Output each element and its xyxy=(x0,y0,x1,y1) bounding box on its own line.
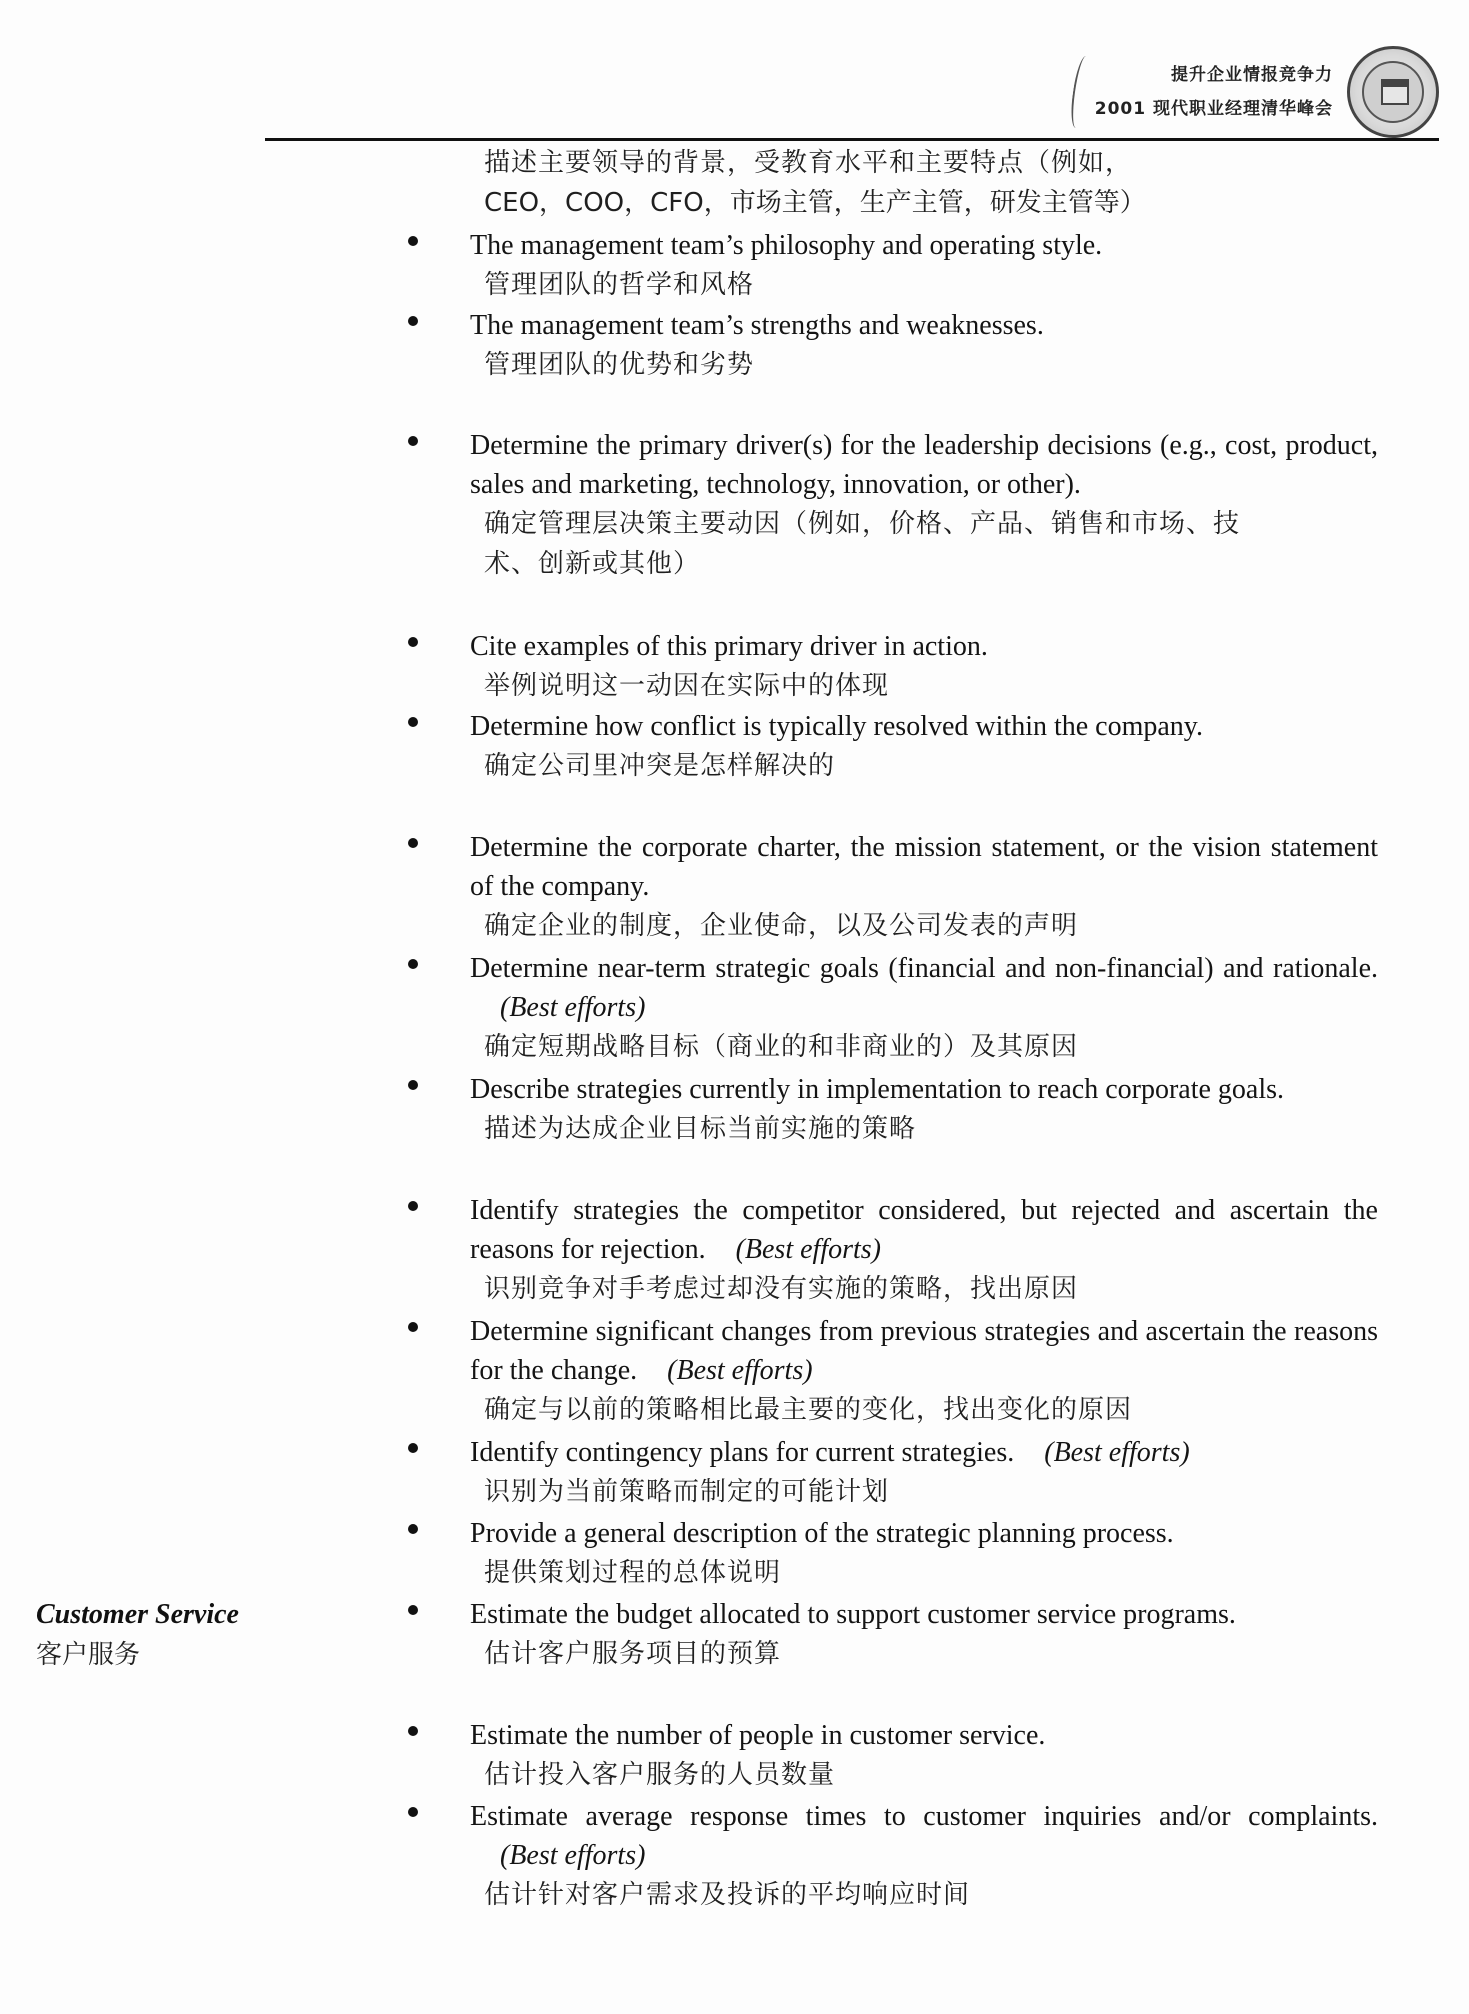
item-zh: 确定短期战略目标（商业的和非商业的）及其原因 xyxy=(484,1032,1079,1062)
item-en: Estimate the number of people in customer service. xyxy=(470,1720,1046,1751)
page-header xyxy=(1073,42,1439,142)
seal-inner-ring xyxy=(1362,61,1424,123)
list-item xyxy=(418,1433,1378,1512)
list-item xyxy=(418,1514,1378,1593)
bullet-icon xyxy=(408,1726,418,1736)
item-en: Estimate the budget allocated to support customer service programs. xyxy=(470,1599,1236,1630)
best-efforts-note: (Best efforts) xyxy=(667,1355,813,1386)
bullet-icon xyxy=(408,1524,418,1534)
item-en: Provide a general description of the strategic planning process. xyxy=(470,1518,1174,1549)
list-item xyxy=(418,707,1378,786)
list-item xyxy=(418,1070,1378,1149)
section-label-zh: 客户服务 xyxy=(36,1640,141,1670)
bullet-icon xyxy=(408,436,418,446)
bullet-icon xyxy=(408,1443,418,1453)
list-item xyxy=(418,627,1378,706)
item-zh: 举例说明这一动因在实际中的体现 xyxy=(484,671,890,701)
header-text xyxy=(1095,58,1333,126)
intro-zh-line2: CEO，COO，CFO，市场主管，生产主管，研发主管等） xyxy=(484,188,1146,218)
item-zh: 提供策划过程的总体说明 xyxy=(484,1558,782,1588)
list-item xyxy=(418,426,1378,584)
best-efforts-note: (Best efforts) xyxy=(1044,1437,1190,1468)
bullet-icon xyxy=(408,1080,418,1090)
item-en: Cite examples of this primary driver in action. xyxy=(470,631,988,662)
item-zh: 确定与以前的策略相比最主要的变化，找出变化的原因 xyxy=(484,1395,1133,1425)
bullet-icon xyxy=(408,838,418,848)
list-item xyxy=(418,1797,1378,1915)
item-zh: 估计投入客户服务的人员数量 xyxy=(484,1760,836,1790)
bullet-icon xyxy=(408,236,418,246)
item-en: The management team’s philosophy and operating style. xyxy=(470,230,1103,261)
bullet-icon xyxy=(408,1605,418,1615)
bullet-icon xyxy=(408,637,418,647)
header-divider xyxy=(265,138,1439,141)
item-en: Determine the primary driver(s) for the leadership decisions (e.g., cost, product, sales and marketing, technology, innovation, or other). xyxy=(470,430,1378,500)
item-zh: 确定管理层决策主要动因（例如，价格、产品、销售和市场、技术、创新或其他） xyxy=(484,509,1241,579)
best-efforts-note: (Best efforts) xyxy=(500,992,646,1023)
list-item xyxy=(418,1191,1378,1309)
item-zh: 识别为当前策略而制定的可能计划 xyxy=(484,1477,890,1507)
item-zh: 识别竞争对手考虑过却没有实施的策略，找出原因 xyxy=(484,1274,1079,1304)
item-en: Determine near-term strategic goals (financial and non-financial) and rationale. xyxy=(470,953,1378,984)
list-item xyxy=(418,1595,1378,1674)
item-zh: 确定公司里冲突是怎样解决的 xyxy=(484,751,836,781)
list-item xyxy=(418,226,1378,305)
item-en: Identify strategies the competitor considered, but rejected and ascertain the reasons for rejection. xyxy=(470,1195,1378,1265)
bullet-icon xyxy=(408,1201,418,1211)
item-en: Estimate average response times to customer inquiries and/or complaints. xyxy=(470,1801,1378,1832)
item-zh: 描述为达成企业目标当前实施的策略 xyxy=(484,1114,917,1144)
best-efforts-note: (Best efforts) xyxy=(735,1234,881,1265)
intro-block xyxy=(418,143,1378,223)
list-item xyxy=(418,1312,1378,1430)
header-subtitle: 2001 现代职业经理清华峰会 xyxy=(1094,99,1333,119)
bullet-icon xyxy=(408,1322,418,1332)
item-en: Determine the corporate charter, the mission statement, or the vision statement of the company. xyxy=(470,832,1378,902)
header-bracket-decoration xyxy=(1068,56,1094,128)
section-label-customer-service xyxy=(36,1595,366,1675)
item-en: The management team’s strengths and weaknesses. xyxy=(470,310,1044,341)
item-zh: 估计客户服务项目的预算 xyxy=(484,1639,782,1669)
item-zh: 管理团队的优势和劣势 xyxy=(484,350,755,380)
item-zh: 估计针对客户需求及投诉的平均响应时间 xyxy=(484,1880,971,1910)
list-item xyxy=(418,949,1378,1067)
section-label-en: Customer Service xyxy=(36,1599,239,1630)
list-item xyxy=(418,1716,1378,1795)
bullet-icon xyxy=(408,1807,418,1817)
item-en: Describe strategies currently in implementation to reach corporate goals. xyxy=(470,1074,1285,1105)
intro-zh-line1: 描述主要领导的背景，受教育水平和主要特点（例如， xyxy=(484,148,1133,178)
best-efforts-note: (Best efforts) xyxy=(500,1840,646,1871)
item-zh: 确定企业的制度，企业使命，以及公司发表的声明 xyxy=(484,911,1079,941)
bullet-icon xyxy=(408,959,418,969)
item-en: Determine how conflict is typically resolved within the company. xyxy=(470,711,1203,742)
university-seal-icon xyxy=(1347,46,1439,138)
header-title: 提升企业情报竞争力 xyxy=(1171,65,1333,85)
list-item xyxy=(418,306,1378,385)
seal-building-icon xyxy=(1381,79,1409,105)
item-en: Identify contingency plans for current strategies. xyxy=(470,1437,1015,1468)
item-zh: 管理团队的哲学和风格 xyxy=(484,270,755,300)
list-item xyxy=(418,828,1378,946)
bullet-icon xyxy=(408,717,418,727)
item-en: Determine significant changes from previous strategies and ascertain the reasons for the change. xyxy=(470,1316,1378,1386)
bullet-icon xyxy=(408,316,418,326)
